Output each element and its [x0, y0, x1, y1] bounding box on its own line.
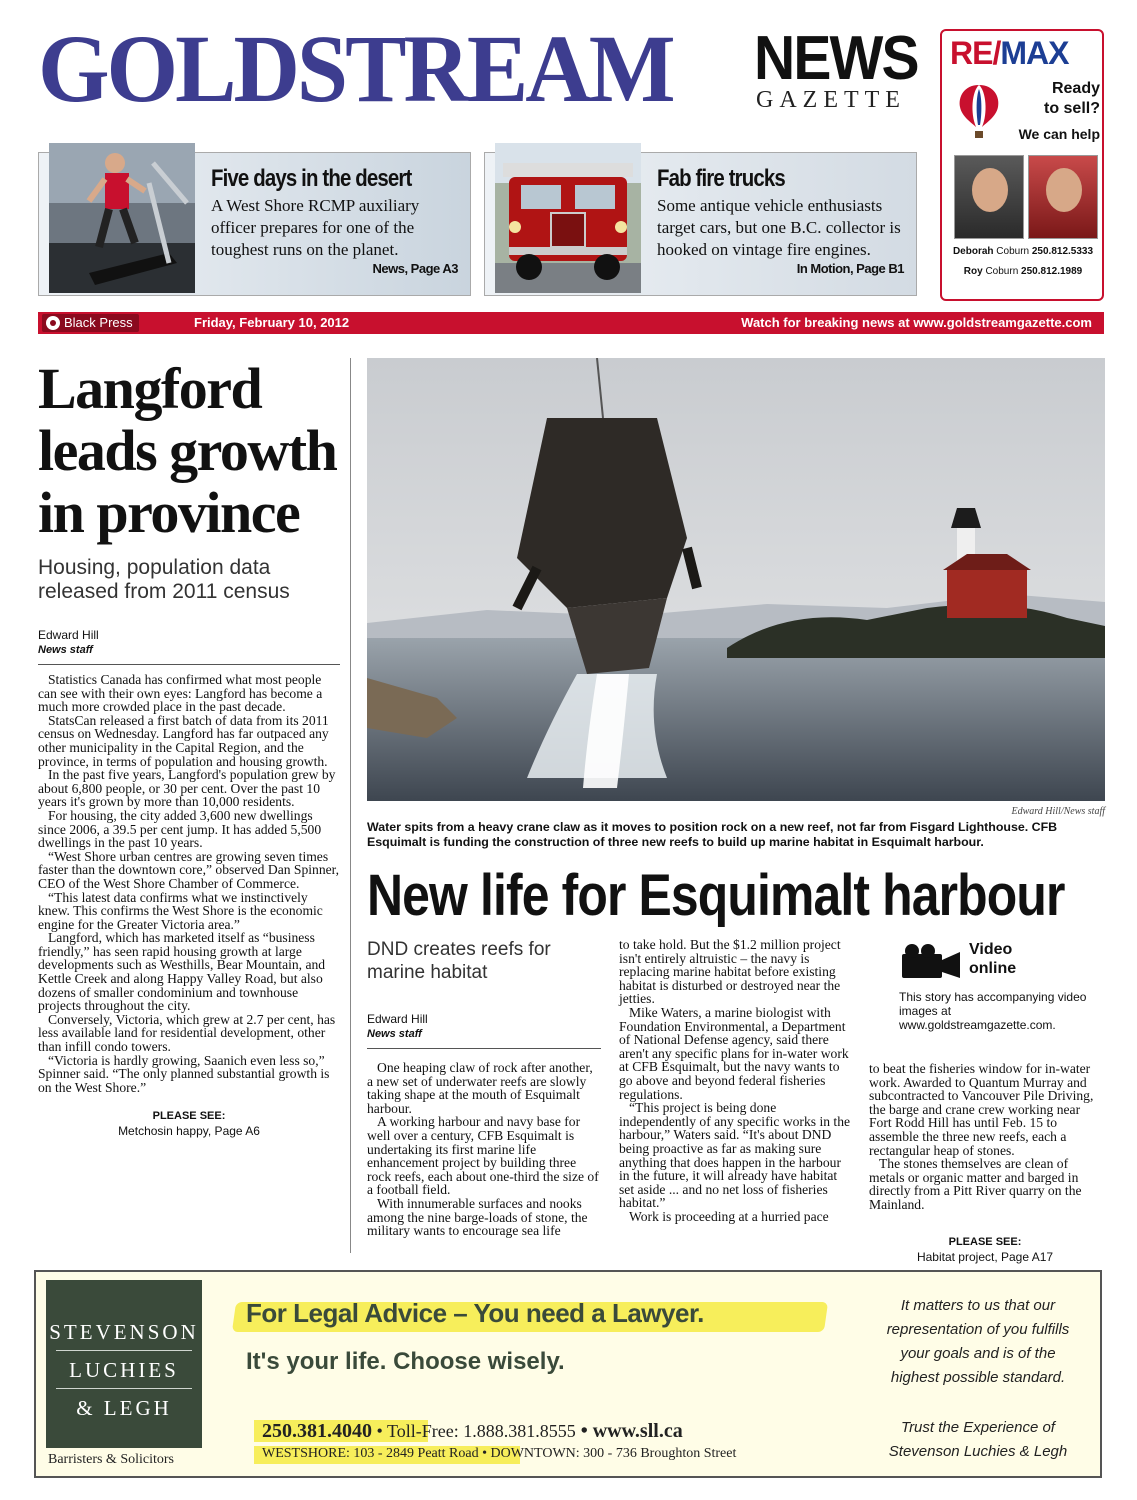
teaser-text: A West Shore RCMP auxiliary officer prepares for one of the toughest runs on the planet.	[211, 196, 420, 259]
please-see-label: PLEASE SEE:	[152, 1110, 226, 1123]
treadmill-runner-photo	[49, 143, 195, 293]
paragraph: Statistics Canada has confirmed what most people can see with their own eyes: Langford has become a much more crowded place in the past decade.	[38, 672, 323, 715]
ad-contact-line: 250.381.4040 • Toll-Free: 1.888.381.8555 • www.sll.ca	[262, 1420, 683, 1442]
issue-date: Friday, February 10, 2012	[194, 315, 350, 330]
ad-headline: For Legal Advice – You need a Lawyer.	[246, 1298, 704, 1328]
paragraph: “West Shore urban centres are growing seven times faster than the downtown core,” observed Dan Spinner, CEO of the West Shore Chamber of Commerce.	[38, 848, 340, 891]
lead-headline[interactable]: Langford leads growth in province	[38, 356, 337, 545]
teaser-page-ref[interactable]: In Motion, Page B1	[796, 261, 904, 276]
black-press-logo: Black Press	[42, 314, 139, 332]
ad-tagline: It's your life. Choose wisely.	[246, 1348, 565, 1375]
teaser-desert[interactable]	[38, 152, 471, 296]
paragraph: Conversely, Victoria, which grew at 2.7 per cent, has less available land for residential development, other than infill condo towers.	[38, 1011, 336, 1055]
agent-photo-deborah	[954, 155, 1024, 239]
video-camera-icon	[902, 944, 960, 978]
video-online-text[interactable]: This story has accompanying video images at www.goldstreamgazette.com.	[899, 990, 1087, 1032]
photo-credit: Edward Hill/News staff	[1011, 806, 1105, 817]
continued-link[interactable]: Habitat project, Page A17	[916, 1249, 1054, 1264]
paragraph: One heaping claw of rock after another, a new set of underwater reefs are slowly taking shape at the mouth of Esquimalt harbour.	[367, 1060, 593, 1116]
teaser-fire-trucks[interactable]	[484, 152, 917, 296]
remax-logo: RE/MAX	[950, 35, 1069, 71]
ad-phone[interactable]: 250.381.4040	[262, 1420, 372, 1442]
esquimalt-body-3	[869, 1062, 1101, 1212]
date-bar	[38, 312, 1104, 334]
ad-trust: Trust the Experience of Stevenson Luchies & Legh	[888, 1419, 1068, 1460]
teaser-page-ref[interactable]: News, Page A3	[372, 261, 458, 276]
column-divider	[350, 358, 351, 1253]
video-online-title: Video online	[969, 941, 1017, 977]
law-firm-logo: STEVENSON LUCHIES & LEGH	[46, 1280, 202, 1448]
teaser-text: Some antique vehicle enthusiasts target cars, but one B.C. collector is hooked on vintage fire engines.	[657, 196, 901, 259]
paragraph: “Victoria is hardly growing, Saanich even less so,” Spinner said. “The only planned substantial growth is on the West Shore.”	[38, 1052, 330, 1095]
paragraph: Work is proceeding at a hurried pace	[629, 1208, 829, 1224]
masthead-title: GOLDSTREAM	[38, 14, 673, 122]
ad-tollfree[interactable]: 1.888.381.8555	[463, 1421, 576, 1441]
teaser-title: Five days in the desert	[211, 165, 412, 192]
paragraph: to beat the fisheries window for in-water work. Awarded to Quantum Murray and subcontracted to Vancouver Pile Driving, the barge and crane crew working near Fort Rodd Hill has until Feb. 15 to assemble the three new reefs, each a rectangular heap of stones.	[869, 1061, 1094, 1158]
paragraph: Langford, which has marketed itself as “business friendly,” has seen rapid housing growth at large developments such as Westhills, Bear Mountain, and Kettle Creek and along Happy Valley Road, but also dozens of smaller condominium and townhouse projects throughout the city.	[38, 930, 326, 1014]
paragraph: A working harbour and navy base for well over a century, CFB Esquimalt is undertaking its first marine life enhancement project by building three rock reefs, each about one-third the size of a football field.	[367, 1114, 599, 1198]
paragraph: “This latest data confirms what we instinctively knew. This confirms the West Shore is the economic engine for the Greater Victoria area.”	[38, 889, 323, 932]
masthead-gazette: GAZETTE	[756, 87, 906, 113]
law-firm-ad[interactable]	[34, 1270, 1102, 1478]
paragraph: to take hold. But the $1.2 million project isn't entirely altruistic – the navy is replacing marine habitat before existing habitat is disturbed or destroyed near the jetties.	[619, 937, 841, 1007]
agent-contact-2: Roy Coburn 250.812.1989	[963, 266, 1083, 277]
esquimalt-column-2	[619, 938, 853, 1223]
teaser-title: Fab fire trucks	[657, 165, 785, 192]
esquimalt-subhead: DND creates reefs for marine habitat	[367, 939, 551, 983]
ad-website[interactable]: • www.sll.ca	[575, 1420, 683, 1442]
continued-link[interactable]: Metchosin happy, Page A6	[118, 1124, 260, 1139]
black-press-icon	[46, 316, 60, 330]
remax-ad[interactable]	[940, 29, 1104, 301]
crane-claw-photo	[367, 358, 1105, 801]
lead-body	[38, 673, 340, 1094]
lead-story	[38, 358, 340, 1138]
byline-role: News staff	[38, 644, 93, 656]
lead-subhead: Housing, population data released from 2011 census	[38, 556, 290, 603]
byline-author: Edward Hill	[38, 628, 99, 642]
remax-help: We can help	[1018, 126, 1100, 142]
paragraph: “This project is being done independently of any specific works in the harbour,” Waters said. “It's about DND being proactive as far as making sure anything that does happen in the harbour in the future, it will already have habitat set aside ... and no net loss of fisheries habitat.”	[619, 1100, 851, 1211]
remax-tagline: Ready to sell?	[1043, 80, 1100, 117]
paragraph: StatsCan released a first batch of data from its 2011 census on Wednesday. Langford has far outpaced any other municipality in the Capital Region, and the province, in terms of population and housing growth.	[38, 712, 329, 769]
photo-caption: Water spits from a heavy crane claw as it moves to position rock on a new reef, not far from Fisgard Lighthouse. CFB Esquimalt is funding the construction of three new reefs to build up marine habitat in Esquimalt harbour.	[367, 820, 1058, 849]
byline-author: Edward Hill	[367, 1012, 428, 1026]
ad-addresses: WESTSHORE: 103 - 2849 Peatt Road • DOWNTOWN: 300 - 736 Broughton Street	[262, 1446, 737, 1461]
esquimalt-body-2	[619, 938, 853, 1223]
byline	[38, 628, 340, 665]
esquimalt-headline[interactable]: New life for Esquimalt harbour	[367, 863, 1065, 928]
paragraph: The stones themselves are clean of metals or organic matter and barged in directly from a Pitt River quarry on the Mainland.	[869, 1156, 1082, 1212]
barristers-label: Barristers & Solicitors	[48, 1452, 174, 1467]
agent-contact-1: Deborah Coburn 250.812.5333	[952, 246, 1094, 257]
paragraph: For housing, the city added 3,600 new dwellings since 2006, a 39.5 per cent jump. It has added 5,500 dwellings in the past 10 years.	[38, 807, 322, 851]
esquimalt-body-1	[367, 1061, 601, 1238]
masthead-news: NEWS	[754, 24, 918, 93]
paragraph: In the past five years, Langford's population grew by about 6,800 people, or 30 per cent. Over the past 10 years it's grown by more than 10,000 residents.	[38, 767, 336, 810]
byline	[367, 1012, 601, 1049]
paragraph: Mike Waters, a marine biologist with Foundation Environmental, a Department of National Defense agency, said there aren't any specific plans for in-water work at CFB Esquimalt, but the navy wants to go above and beyond federal fisheries regulations.	[619, 1004, 849, 1102]
video-online-box[interactable]	[869, 938, 1101, 998]
paragraph: With innumerable surfaces and nooks among the nine barge-loads of stone, the military wants to encourage sea life	[367, 1195, 588, 1239]
esquimalt-column-1	[367, 938, 601, 1238]
breaking-news-link[interactable]: Watch for breaking news at www.goldstreamgazette.com	[741, 315, 1092, 330]
agent-photo-roy	[1028, 155, 1098, 239]
fire-truck-photo	[495, 143, 641, 293]
ad-statement: It matters to us that our representation of you fulfills your goals and is of the highest possible standard.	[886, 1297, 1070, 1386]
please-see-label: PLEASE SEE:	[948, 1235, 1022, 1248]
byline-role: News staff	[367, 1028, 422, 1040]
esquimalt-column-3	[869, 938, 1101, 1264]
